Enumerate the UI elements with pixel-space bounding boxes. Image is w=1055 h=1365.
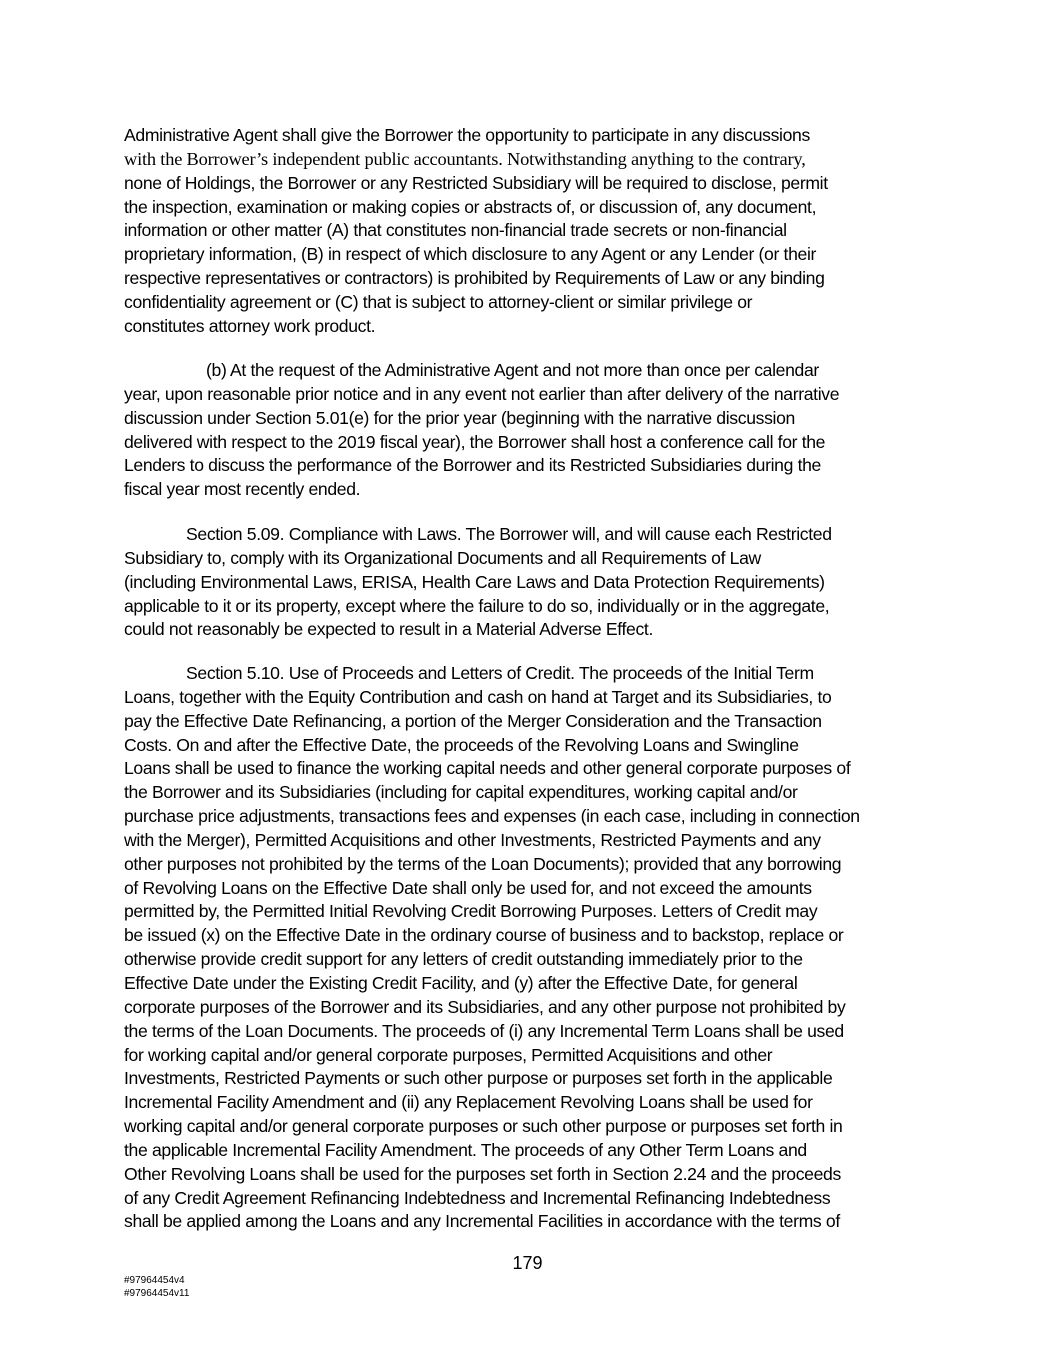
text-line: of Revolving Loans on the Effective Date shall only be used for, and not exceed the amounts <box>124 877 812 898</box>
text-line: (b) At the request of the Administrative Agent and not more than once per calendar <box>206 360 819 380</box>
text-line: Section 5.10. Use of Proceeds and Letters of Credit. The proceeds of the Initial Term <box>186 663 814 683</box>
text-line: permitted by, the Permitted Initial Revolving Credit Borrowing Purposes. Letters of Credit may <box>124 901 818 922</box>
text-line: Other Revolving Loans shall be used for the purposes set forth in Section 2.24 and the proceeds <box>124 1163 841 1184</box>
document-id: #97964454v11 <box>124 1287 190 1299</box>
text-line: respective representatives or contractors) is prohibited by Requirements of Law or any binding <box>124 268 825 289</box>
document-id: #97964454v4 <box>124 1275 185 1286</box>
text-line: working capital and/or general corporate purposes or such other purpose or purposes set forth in <box>124 1116 843 1137</box>
text-line: Administrative Agent shall give the Borrower the opportunity to participate in any discussions <box>124 125 810 145</box>
text-line: information or other matter (A) that constitutes non-financial trade secrets or non-financial <box>124 220 787 241</box>
text-line: Loans, together with the Equity Contribution and cash on hand at Target and its Subsidiaries, to <box>124 686 832 707</box>
page-number: 179 <box>512 1253 543 1273</box>
text-line: confidentiality agreement or (C) that is subject to attorney-client or similar privilege or <box>124 291 753 312</box>
text-line: otherwise provide credit support for any letters of credit outstanding immediately prior to the <box>124 949 803 970</box>
text-line: could not reasonably be expected to result in a Material Adverse Effect. <box>124 619 654 640</box>
text-line: with the Borrower’s independent public accountants. Notwithstanding anything to the contrary, <box>124 148 806 169</box>
text-line: proprietary information, (B) in respect of which disclosure to any Agent or any Lender (or their <box>124 244 817 265</box>
text-line: be issued (x) on the Effective Date in the ordinary course of business and to backstop, replace or <box>124 925 844 946</box>
text-line: Lenders to discuss the performance of the Borrower and its Restricted Subsidiaries during the <box>124 455 821 476</box>
paragraph-clause-b <box>124 359 936 502</box>
text-line: constitutes attorney work product. <box>124 315 376 336</box>
text-line: Effective Date under the Existing Credit Facility, and (y) after the Effective Date, for general <box>124 972 798 993</box>
text-line: Subsidiary to, comply with its Organizational Documents and all Requirements of Law <box>124 547 761 568</box>
text-line: the Borrower and its Subsidiaries (including for capital expenditures, working capital and/or <box>124 782 798 803</box>
paragraph-section-5-09 <box>124 523 936 642</box>
document-id-footer <box>124 1275 189 1300</box>
text-line: applicable to it or its property, except where the failure to do so, individually or in the aggregate, <box>124 595 830 616</box>
text-line: Incremental Facility Amendment and (ii) any Replacement Revolving Loans shall be used for <box>124 1092 813 1113</box>
text-line: the applicable Incremental Facility Amendment. The proceeds of any Other Term Loans and <box>124 1139 807 1160</box>
paragraph-section-5-10 <box>124 662 936 1234</box>
text-line: shall be applied among the Loans and any Incremental Facilities in accordance with the terms of <box>124 1211 840 1232</box>
text-line: Loans shall be used to finance the working capital needs and other general corporate purposes of <box>124 758 851 779</box>
text-line: (including Environmental Laws, ERISA, Health Care Laws and Data Protection Requirements) <box>124 571 825 592</box>
text-line: fiscal year most recently ended. <box>124 479 361 500</box>
text-line: for working capital and/or general corporate purposes, Permitted Acquisitions and other <box>124 1044 773 1065</box>
text-line: none of Holdings, the Borrower or any Restricted Subsidiary will be required to disclose, permit <box>124 172 828 193</box>
text-line: the inspection, examination or making copies or abstracts of, or discussion of, any document, <box>124 196 817 217</box>
text-line: year, upon reasonable prior notice and in any event not earlier than after delivery of the narrative <box>124 383 840 404</box>
text-line: pay the Effective Date Refinancing, a portion of the Merger Consideration and the Transaction <box>124 710 822 731</box>
paragraph-continuation <box>124 124 936 339</box>
text-line: discussion under Section 5.01(e) for the prior year (beginning with the narrative discussion <box>124 407 795 428</box>
text-line: corporate purposes of the Borrower and its Subsidiaries, and any other purpose not prohibited by <box>124 996 846 1017</box>
text-line: Investments, Restricted Payments or such other purpose or purposes set forth in the applicable <box>124 1068 833 1089</box>
text-line: of any Credit Agreement Refinancing Indebtedness and Incremental Refinancing Indebtedness <box>124 1187 831 1208</box>
text-line: the terms of the Loan Documents. The proceeds of (i) any Incremental Term Loans shall be used <box>124 1020 844 1041</box>
text-line: Costs. On and after the Effective Date, the proceeds of the Revolving Loans and Swingline <box>124 734 799 755</box>
text-line: Section 5.09. Compliance with Laws. The Borrower will, and will cause each Restricted <box>186 524 832 544</box>
text-line: with the Merger), Permitted Acquisitions and other Investments, Restricted Payments and any <box>124 829 821 850</box>
text-line: other purposes not prohibited by the terms of the Loan Documents); provided that any borrowing <box>124 853 842 874</box>
text-line: purchase price adjustments, transactions fees and expenses (in each case, including in connection <box>124 806 860 827</box>
text-line: delivered with respect to the 2019 fiscal year), the Borrower shall host a conference call for the <box>124 431 826 452</box>
